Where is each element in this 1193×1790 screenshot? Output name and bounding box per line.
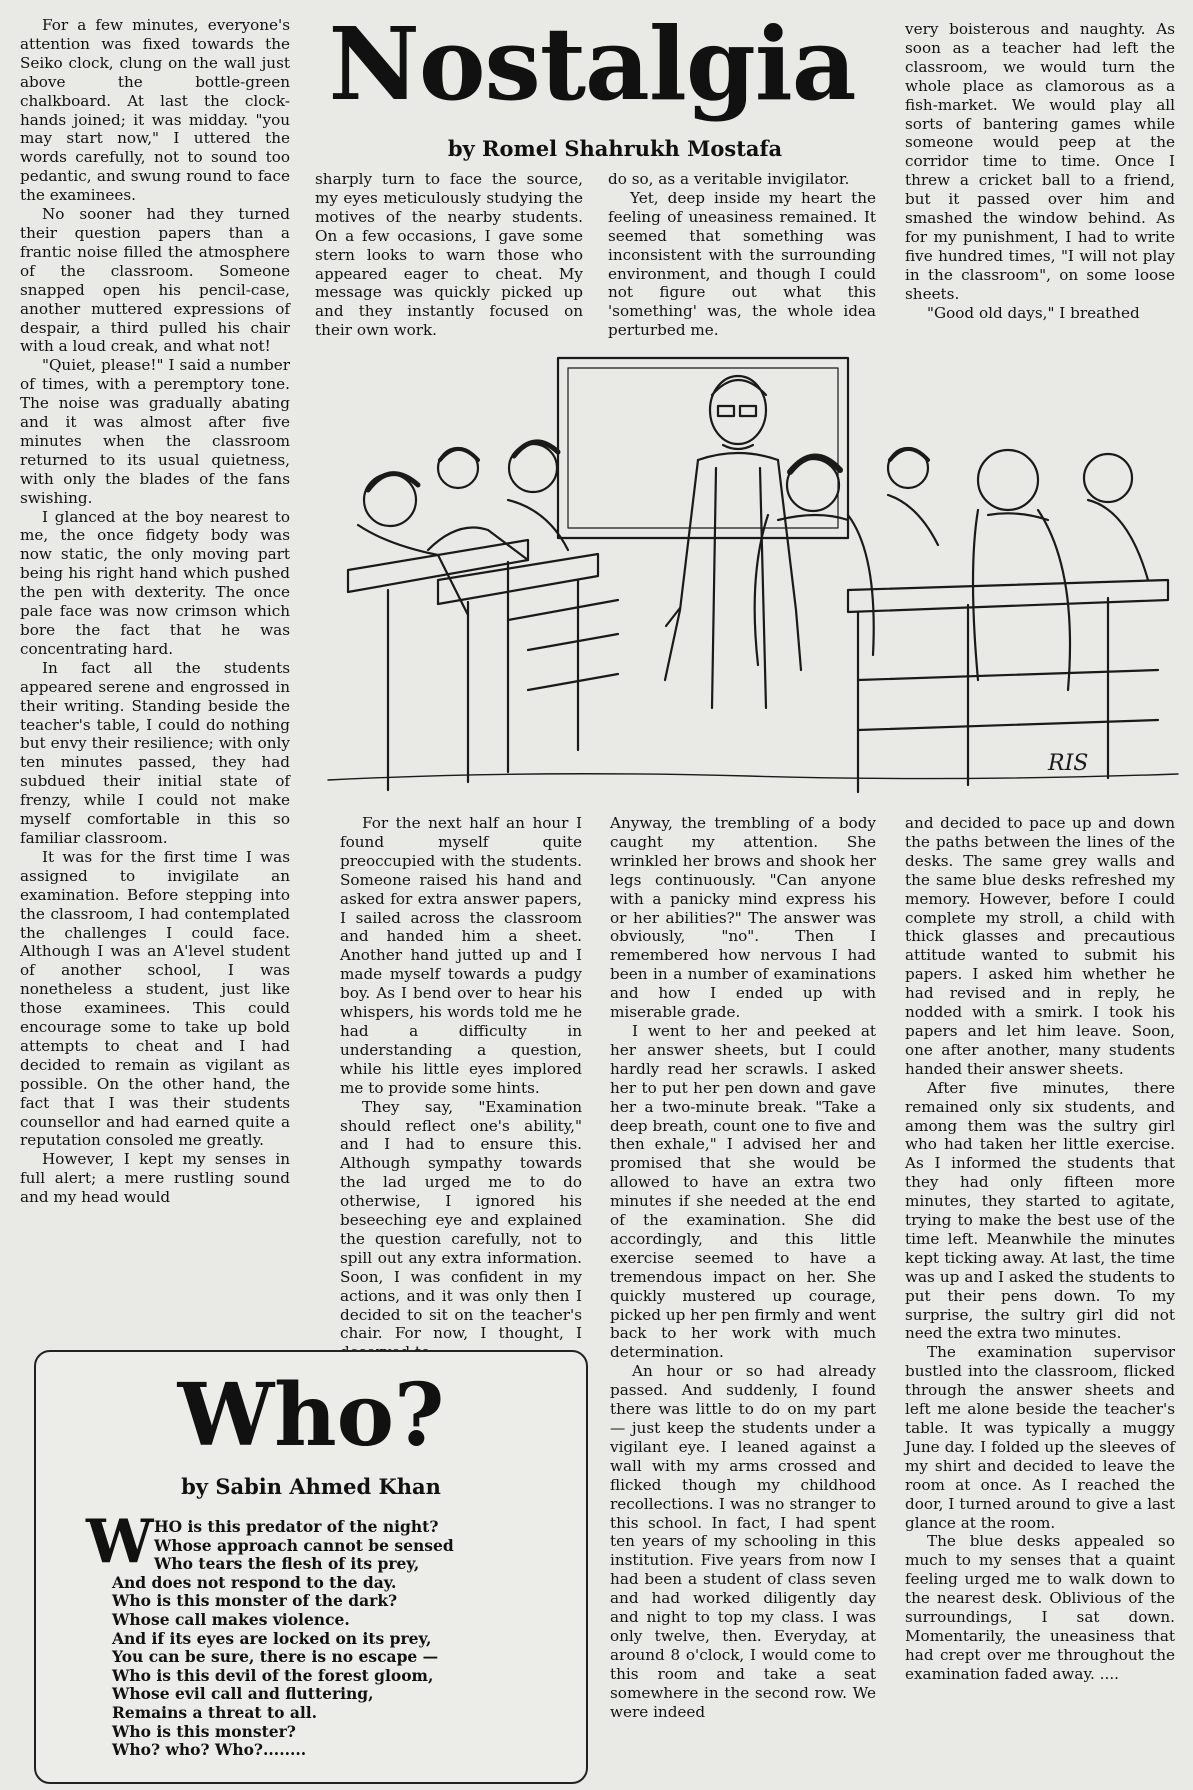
paragraph: "Quiet, please!" I said a number of times, with a peremptory tone. The noise was gradually abating and it was almost after five minutes when the classroom returned to its usual quietness, with only the blades of the fans swishing.: [20, 356, 290, 507]
poem-line: You can be sure, there is no escape —: [112, 1647, 439, 1667]
desks-left: [348, 540, 618, 790]
paragraph: In fact all the students appeared serene and engrossed in their writing. Standing beside the teacher's table, I could do nothing but envy their resilience; with only ten minutes passed, they had subdued their initial state of frenzy, while I could not make myself comfortable in this so familiar classroom.: [20, 658, 290, 847]
article-column-3-top: [608, 170, 876, 342]
poem-line: And if its eyes are locked on its prey,: [112, 1628, 432, 1648]
paragraph: and decided to pace up and down the paths between the lines of the desks. The same grey walls and the same blue desks refreshed my memory. However, before I could complete my stroll, a child with thick glasses and precautious attitude wanted to submit his papers. I asked him whether he had revised and in reply, he nodded with a smirk. I took his papers and let him leave. Soon, one after another, many students handed their answer sheets.: [905, 814, 1175, 1078]
illustration-signature: RIS: [1048, 751, 1089, 776]
paragraph: I went to her and peeked at her answer sheets, but I could hardly read her scrawls. I asked her to put her pen down and gave her a two-minute break. "Take a deep breath, count one to five and then exhale," I advised her and promised that she would be allowed to have an extra two minutes if she needed at the end of the examination. She did accordingly, and this little exercise seemed to have a tremendous impact on her. She quickly mustered up courage, picked up her pen firmly and went back to her work with much determination.: [610, 1021, 876, 1362]
article-column-2-top: [315, 170, 583, 342]
classroom-illustration: [328, 350, 1178, 810]
poem-line: HO is this predator of the night?: [154, 1517, 439, 1536]
paragraph: Anyway, the trembling of a body caught my attention. She wrinkled her brows and shook her legs continuously. "Can anyone with a panicky mind express his or her abilities?" The answer was obviously, "no". Then I remembered how nervous I had been in a number of examinations and how I ended up with miserable grade.: [610, 814, 876, 1022]
paragraph: I glanced at the boy nearest to me, the once fidgety body was now static, the only moving part being his right hand which pushed the pen with dexterity. The once pale face was now crimson which bore the fact that he was concentrating hard.: [20, 507, 290, 658]
poem-line: Who tears the flesh of its prey,: [154, 1554, 420, 1574]
article-column-4-top: [905, 20, 1175, 342]
paragraph: For the next half an hour I found myself quite preoccupied with the students. Someone raised his hand and asked for extra answer papers, I sailed across the classroom and handed him a sheet. Another hand jutted up and I made myself towards a pudgy boy. As I bend over to hear his whispers, his words told me he had a difficulty in understanding a question, while his little eyes implored me to provide some hints.: [340, 814, 582, 1097]
article-column-3-bottom: [610, 814, 876, 1784]
poem-line: Whose evil call and fluttering,: [112, 1684, 374, 1704]
paragraph: An hour or so had already passed. And suddenly, I found there was little to do on my part — just keep the students under a vigilant eye. I leaned against a wall with my arms crossed and flicked though my childhood recollections. I was no stranger to this school. In fact, I had spent ten years of my schooling in this institution. Five years from now I had been a student of class seven and had worked diligently day and night to top my class. I was only twelve, then. Everyday, at around 8 o'clock, I would come to this room and take a seat somewhere in the second row. We were indeed: [610, 1362, 876, 1721]
poem-title: Who?: [177, 1365, 445, 1466]
paragraph: After five minutes, there remained only six students, and among them was the sultry girl who had taken her little exercise. As I informed the students that they had only fifteen more minutes, they started to agitate, trying to make the best use of the time left. Meanwhile the minutes kept ticking away. At last, the time was up and I asked the students to put their pens down. To my surprise, the sultry girl did not need the extra two minutes.: [905, 1078, 1175, 1343]
paragraph: The examination supervisor bustled into the classroom, flicked through the answer sheets and left me alone beside the teacher's table. It was typically a muggy June day. I folded up the sleeves of my shirt and decided to leave the room at once. As I reached the door, I turned around to give a last glance at the room.: [905, 1343, 1175, 1532]
teacher-figure: [665, 376, 801, 708]
paragraph: The blue desks appealed so much to my senses that a quaint feeling urged me to walk down to the nearest desk. Oblivious of the surroundings, I sat down. Momentarily, the uneasiness that had crept over me throughout the examination faded away. ....: [905, 1532, 1175, 1683]
chalkboard-frame: [558, 358, 848, 538]
paragraph: They say, "Examination should reflect one's ability," and I had to ensure this. Although sympathy towards the lad urged me to do otherwise, I ignored his beseeching eye and explained the question carefully, not to spill out any extra information. Soon, I was confident in my actions, and it was only then I decided to sit on the teacher's chair. For now, I thought, I: [340, 1097, 582, 1343]
paragraph: "Good old days," I breathed: [927, 303, 1140, 322]
poem-box: [34, 1350, 588, 1784]
paragraph: sharply turn to face the source, my eyes meticulously studying the motives of the nearby students. On a few occasions, I gave some stern looks to warn those who appeared eager to cheat. My message was quickly picked up and they instantly focused on their own work.: [315, 170, 583, 340]
poem-line: Who is this monster?: [112, 1721, 296, 1741]
desks-right: [848, 580, 1168, 792]
poem-line: Who is this monster of the dark?: [112, 1591, 398, 1611]
poem-line: Whose call makes violence.: [112, 1609, 350, 1629]
article-title: Nostalgia: [328, 5, 856, 123]
paragraph: No sooner had they turned their question papers than a frantic noise filled the atmosphere of the classroom. Someone snapped open his pencil-case, another muttered expressions of despair, a third pulled his chair with a loud creak, and what not!: [20, 205, 290, 356]
paragraph: However, I kept my senses in full alert; a mere rustling sound and my head would: [20, 1150, 290, 1207]
students-left: [358, 442, 568, 615]
paragraph: very boisterous and naughty. As soon as a teacher had left the classroom, we would turn the whole place as clamorous as a fish-market. We would play all sorts of bantering games while someone would peep at the corridor time to time. Once I threw a cricket ball to a friend, but it passed over him and smashed the window behind. As for my punishment, I had to write five hundred times, "I will not play in the classroom", on some loose sheets.: [905, 20, 1175, 303]
poem-line: Who is this devil of the forest gloom,: [112, 1665, 434, 1685]
paragraph: For a few minutes, everyone's attention was fixed towards the Seiko clock, clung on the wall just above the bottle-green chalkboard. At last the clock-hands joined; it was midday. "you may start now," I uttered the words carefully, not to sound too pedantic, and swung round to face the examinees.: [20, 16, 290, 205]
article-column-2-bottom: [340, 814, 582, 1343]
students-right: [755, 448, 1148, 690]
poem-line: And does not respond to the day.: [112, 1572, 397, 1592]
poem-byline: by Sabin Ahmed Khan: [181, 1474, 441, 1499]
article-column-4-bottom: [905, 814, 1175, 1784]
poem-text: [112, 1518, 582, 1760]
article-byline: by Romel Shahrukh Mostafa: [447, 136, 783, 161]
poem-line: Who? who? Who?........: [112, 1740, 307, 1760]
paragraph: do so, as a veritable invigilator.: [608, 170, 850, 188]
poem-line: Whose approach cannot be sensed: [154, 1535, 454, 1555]
article-column-1: [20, 16, 290, 1340]
poem-dropcap: W: [86, 1507, 154, 1577]
paragraph: Yet, deep inside my heart the feeling of uneasiness remained. It seemed that something was inconsistent with the surrounding environment, and though I could not figure out what this 'something' was, the whole idea perturbed me.: [608, 188, 876, 340]
poem-line: Remains a threat to all.: [112, 1702, 318, 1722]
paragraph: It was for the first time I was assigned to invigilate an examination. Before stepping into the classroom, I had contemplated the challenges I could face. Although I was an A'level student of another school, I was nonetheless a student, just like those examinees. This could encourage some to take up bold attempts to cheat and I had decided to remain as vigilant as possible. On the other hand, the fact that I was their students counsellor and had earned quite a reputation consoled me greatly.: [20, 847, 290, 1150]
